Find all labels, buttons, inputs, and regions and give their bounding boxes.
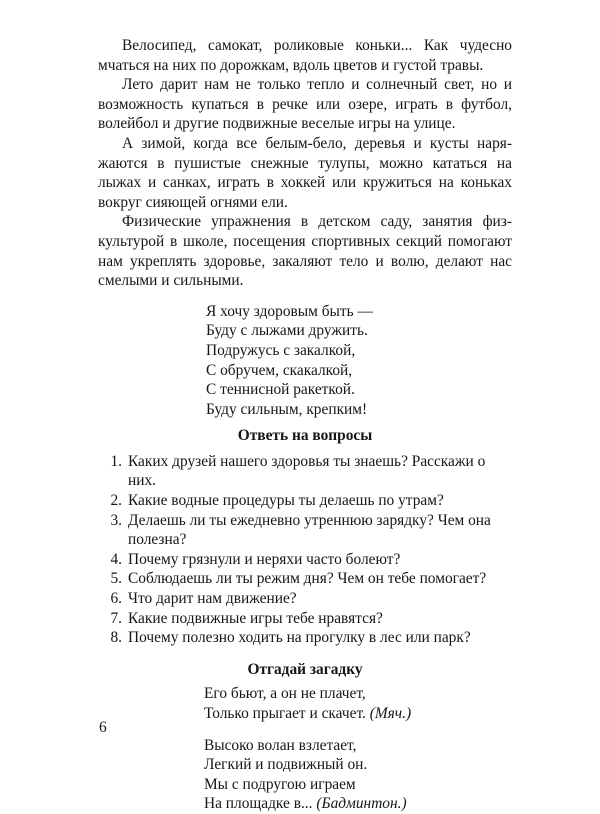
poem bbox=[206, 302, 512, 420]
page-number: 6 bbox=[99, 719, 107, 736]
question-text: Почему полезно ходить на прогулку в лес или парк? bbox=[128, 629, 471, 647]
question-item bbox=[98, 550, 512, 570]
questions-heading: Ответь на вопросы bbox=[237, 427, 373, 445]
riddle-line: Его бьют, а он не плачет, bbox=[204, 685, 366, 703]
paragraph-summer: Лето дарит нам не только тепло и солнечный свет, но и возможность купаться в речке или озере, играть в футбол, волейбол и другие подвижные веселые игры на улице. bbox=[98, 76, 512, 133]
question-text: Какие водные процедуры ты делаешь по утрам? bbox=[128, 492, 444, 510]
paragraph-winter: А зимой, когда все белым-бело, деревья и кусты наряжаются в пушистые снежные тулупы, можно кататься на лыжах и санках, играть в хоккей или кружиться на коньках вокруг сияющей огнями ели. bbox=[98, 134, 512, 211]
riddle-line-text: На площадке в... bbox=[204, 795, 317, 813]
question-item bbox=[98, 628, 512, 648]
question-item bbox=[98, 511, 512, 550]
question-number: 8. bbox=[110, 629, 122, 647]
riddle-line bbox=[204, 794, 512, 814]
question-text: Что дарит нам движение? bbox=[128, 590, 297, 608]
paragraph-sports: Велосипед, самокат, роликовые коньки... Как чудесно мчаться на них по дорожкам, вдоль цветов и густой травы. bbox=[98, 37, 512, 74]
question-number: 7. bbox=[110, 609, 122, 627]
question-text: Соблюдаешь ли ты режим дня? Чем он тебе помогает? bbox=[128, 570, 487, 588]
question-item bbox=[98, 569, 512, 589]
riddle-answer: (Мяч.) bbox=[369, 705, 412, 722]
question-item bbox=[98, 452, 512, 491]
poem-line: С обручем, скакалкой, bbox=[206, 361, 353, 379]
question-number: 6. bbox=[110, 590, 122, 608]
question-number: 2. bbox=[110, 492, 122, 510]
riddle-line: Мы с подругою играем bbox=[204, 775, 356, 793]
paragraph-exercise: Физические упражнения в детском саду, занятия физкультурой в школе, посещения спортивных секций помогают нам укреплять здоровье, закаляют тело и волю, делают нас смелыми и сильными. bbox=[98, 213, 512, 290]
questions-list bbox=[98, 452, 512, 648]
riddle-line bbox=[204, 704, 512, 724]
question-number: 5. bbox=[110, 570, 122, 588]
question-number: 3. bbox=[110, 511, 122, 529]
question-item bbox=[98, 491, 512, 511]
riddle-line-text: Только прыгает и скачет. bbox=[204, 705, 370, 722]
poem-line: Я хочу здоровым быть — bbox=[206, 302, 373, 320]
riddle-answer: (Бадминтон.) bbox=[316, 795, 407, 813]
question-text: Почему грязнули и неряхи часто болеют? bbox=[128, 550, 401, 568]
riddles-heading: Отгадай загадку bbox=[247, 660, 363, 678]
question-number: 4. bbox=[110, 550, 122, 568]
poem-line: Подружусь с закалкой, bbox=[206, 341, 356, 359]
question-item bbox=[98, 609, 512, 629]
riddle-badminton bbox=[204, 736, 512, 814]
question-number: 1. bbox=[110, 452, 122, 470]
question-text: Делаешь ли ты ежедневно утреннюю зарядку? Чем она полезна? bbox=[128, 511, 491, 549]
riddle-line: Легкий и подвижный он. bbox=[204, 756, 368, 774]
question-item bbox=[98, 589, 512, 609]
question-text: Какие подвижные игры тебе нравятся? bbox=[128, 609, 383, 627]
question-text: Каких друзей нашего здоровья ты знаешь? Расскажи о них. bbox=[128, 452, 486, 490]
riddle-line: Высоко волан взлетает, bbox=[204, 736, 357, 754]
poem-line: С теннисной ракеткой. bbox=[206, 381, 355, 399]
riddle-ball bbox=[204, 684, 512, 723]
poem-line: Буду с лыжами дружить. bbox=[206, 322, 368, 340]
poem-line: Буду сильным, крепким! bbox=[206, 400, 368, 418]
